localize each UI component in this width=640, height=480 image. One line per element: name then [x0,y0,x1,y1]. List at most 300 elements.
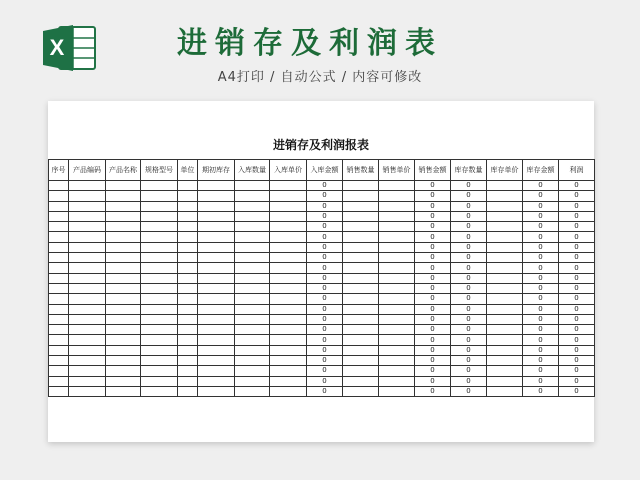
table-cell[interactable] [270,242,307,252]
formula-cell[interactable]: 0 [415,376,451,386]
table-cell[interactable] [198,191,235,201]
table-cell[interactable] [106,283,141,293]
table-cell[interactable] [198,283,235,293]
formula-cell[interactable]: 0 [559,314,595,324]
formula-cell[interactable]: 0 [451,386,487,396]
formula-cell[interactable]: 0 [451,273,487,283]
table-cell[interactable] [235,191,270,201]
table-cell[interactable] [487,304,523,314]
table-cell[interactable] [235,294,270,304]
table-cell[interactable] [106,356,141,366]
formula-cell[interactable]: 0 [559,294,595,304]
table-cell[interactable] [178,356,198,366]
formula-cell[interactable]: 0 [559,181,595,191]
table-cell[interactable] [198,242,235,252]
formula-cell[interactable]: 0 [415,294,451,304]
formula-cell[interactable]: 0 [523,263,559,273]
formula-cell[interactable]: 0 [559,273,595,283]
table-cell[interactable] [270,345,307,355]
formula-cell[interactable]: 0 [415,314,451,324]
formula-cell[interactable]: 0 [523,211,559,221]
formula-cell[interactable]: 0 [307,294,343,304]
formula-cell[interactable]: 0 [451,314,487,324]
table-cell[interactable] [343,366,379,376]
table-cell[interactable] [487,366,523,376]
formula-cell[interactable]: 0 [307,232,343,242]
table-cell[interactable] [106,222,141,232]
formula-cell[interactable]: 0 [307,222,343,232]
table-cell[interactable] [379,345,415,355]
table-cell[interactable] [198,386,235,396]
table-cell[interactable] [141,304,178,314]
table-cell[interactable] [343,376,379,386]
formula-cell[interactable]: 0 [415,283,451,293]
table-cell[interactable] [235,283,270,293]
table-cell[interactable] [69,356,106,366]
table-cell[interactable] [235,263,270,273]
table-cell[interactable] [235,181,270,191]
table-cell[interactable] [106,304,141,314]
formula-cell[interactable]: 0 [523,283,559,293]
table-cell[interactable] [343,325,379,335]
table-cell[interactable] [235,253,270,263]
table-cell[interactable] [198,304,235,314]
table-cell[interactable] [235,222,270,232]
table-cell[interactable] [49,366,69,376]
table-cell[interactable] [270,191,307,201]
table-cell[interactable] [343,356,379,366]
table-cell[interactable] [49,325,69,335]
table-cell[interactable] [141,191,178,201]
table-cell[interactable] [49,345,69,355]
table-cell[interactable] [379,314,415,324]
table-cell[interactable] [49,294,69,304]
table-cell[interactable] [178,335,198,345]
table-cell[interactable] [49,232,69,242]
table-cell[interactable] [106,232,141,242]
formula-cell[interactable]: 0 [451,294,487,304]
table-cell[interactable] [106,376,141,386]
table-cell[interactable] [343,201,379,211]
table-cell[interactable] [178,314,198,324]
formula-cell[interactable]: 0 [559,304,595,314]
table-cell[interactable] [69,366,106,376]
formula-cell[interactable]: 0 [307,283,343,293]
table-cell[interactable] [141,325,178,335]
table-cell[interactable] [343,283,379,293]
table-cell[interactable] [49,253,69,263]
table-cell[interactable] [198,201,235,211]
table-cell[interactable] [343,386,379,396]
table-cell[interactable] [343,232,379,242]
table-cell[interactable] [49,211,69,221]
table-cell[interactable] [343,191,379,201]
table-cell[interactable] [270,335,307,345]
formula-cell[interactable]: 0 [559,232,595,242]
table-cell[interactable] [270,283,307,293]
table-cell[interactable] [178,191,198,201]
table-cell[interactable] [270,356,307,366]
formula-cell[interactable]: 0 [307,201,343,211]
formula-cell[interactable]: 0 [415,232,451,242]
table-cell[interactable] [379,273,415,283]
table-cell[interactable] [487,232,523,242]
table-cell[interactable] [198,232,235,242]
formula-cell[interactable]: 0 [307,211,343,221]
table-cell[interactable] [141,242,178,252]
formula-cell[interactable]: 0 [559,242,595,252]
formula-cell[interactable]: 0 [559,345,595,355]
table-cell[interactable] [69,283,106,293]
formula-cell[interactable]: 0 [451,201,487,211]
table-cell[interactable] [343,222,379,232]
table-cell[interactable] [487,253,523,263]
formula-cell[interactable]: 0 [559,222,595,232]
formula-cell[interactable]: 0 [415,253,451,263]
formula-cell[interactable]: 0 [307,325,343,335]
table-cell[interactable] [178,386,198,396]
table-cell[interactable] [178,376,198,386]
formula-cell[interactable]: 0 [415,356,451,366]
table-cell[interactable] [106,211,141,221]
table-cell[interactable] [141,181,178,191]
table-cell[interactable] [69,273,106,283]
table-cell[interactable] [343,304,379,314]
formula-cell[interactable]: 0 [523,356,559,366]
table-cell[interactable] [379,191,415,201]
formula-cell[interactable]: 0 [523,366,559,376]
table-cell[interactable] [106,253,141,263]
table-cell[interactable] [198,211,235,221]
formula-cell[interactable]: 0 [523,242,559,252]
formula-cell[interactable]: 0 [523,335,559,345]
table-cell[interactable] [379,211,415,221]
table-cell[interactable] [343,242,379,252]
formula-cell[interactable]: 0 [307,304,343,314]
table-cell[interactable] [487,211,523,221]
formula-cell[interactable]: 0 [307,345,343,355]
formula-cell[interactable]: 0 [307,376,343,386]
table-cell[interactable] [235,325,270,335]
table-cell[interactable] [379,294,415,304]
table-cell[interactable] [178,366,198,376]
table-cell[interactable] [198,294,235,304]
table-cell[interactable] [141,366,178,376]
table-cell[interactable] [69,263,106,273]
formula-cell[interactable]: 0 [451,263,487,273]
table-cell[interactable] [379,232,415,242]
formula-cell[interactable]: 0 [523,325,559,335]
table-cell[interactable] [49,191,69,201]
table-cell[interactable] [270,325,307,335]
formula-cell[interactable]: 0 [451,211,487,221]
formula-cell[interactable]: 0 [415,304,451,314]
table-cell[interactable] [106,263,141,273]
table-cell[interactable] [69,232,106,242]
table-cell[interactable] [49,335,69,345]
table-cell[interactable] [49,376,69,386]
table-cell[interactable] [141,345,178,355]
table-cell[interactable] [270,314,307,324]
table-cell[interactable] [379,253,415,263]
table-cell[interactable] [49,181,69,191]
formula-cell[interactable]: 0 [415,263,451,273]
table-cell[interactable] [487,242,523,252]
table-cell[interactable] [106,273,141,283]
table-cell[interactable] [487,345,523,355]
formula-cell[interactable]: 0 [523,304,559,314]
table-cell[interactable] [178,345,198,355]
table-cell[interactable] [198,222,235,232]
formula-cell[interactable]: 0 [451,335,487,345]
formula-cell[interactable]: 0 [415,345,451,355]
table-cell[interactable] [69,376,106,386]
table-cell[interactable] [487,191,523,201]
table-cell[interactable] [178,283,198,293]
table-cell[interactable] [178,304,198,314]
table-cell[interactable] [487,314,523,324]
table-cell[interactable] [141,356,178,366]
formula-cell[interactable]: 0 [523,386,559,396]
formula-cell[interactable]: 0 [559,376,595,386]
table-cell[interactable] [141,222,178,232]
table-cell[interactable] [141,253,178,263]
table-cell[interactable] [69,211,106,221]
formula-cell[interactable]: 0 [451,345,487,355]
formula-cell[interactable]: 0 [559,335,595,345]
table-cell[interactable] [49,263,69,273]
table-cell[interactable] [198,325,235,335]
formula-cell[interactable]: 0 [451,242,487,252]
table-cell[interactable] [379,335,415,345]
table-cell[interactable] [106,191,141,201]
formula-cell[interactable]: 0 [307,242,343,252]
formula-cell[interactable]: 0 [415,335,451,345]
table-cell[interactable] [106,181,141,191]
table-cell[interactable] [69,201,106,211]
table-cell[interactable] [69,304,106,314]
table-cell[interactable] [106,314,141,324]
table-cell[interactable] [270,366,307,376]
table-cell[interactable] [235,345,270,355]
formula-cell[interactable]: 0 [451,222,487,232]
table-cell[interactable] [49,222,69,232]
table-cell[interactable] [106,294,141,304]
table-cell[interactable] [270,181,307,191]
formula-cell[interactable]: 0 [451,366,487,376]
table-cell[interactable] [141,211,178,221]
formula-cell[interactable]: 0 [523,232,559,242]
table-cell[interactable] [270,263,307,273]
table-cell[interactable] [178,242,198,252]
table-cell[interactable] [235,366,270,376]
table-cell[interactable] [178,201,198,211]
formula-cell[interactable]: 0 [415,191,451,201]
table-cell[interactable] [235,201,270,211]
table-cell[interactable] [235,304,270,314]
table-cell[interactable] [69,325,106,335]
table-cell[interactable] [69,345,106,355]
table-cell[interactable] [69,335,106,345]
table-cell[interactable] [343,253,379,263]
table-cell[interactable] [379,283,415,293]
formula-cell[interactable]: 0 [415,211,451,221]
table-cell[interactable] [49,201,69,211]
table-cell[interactable] [487,325,523,335]
formula-cell[interactable]: 0 [559,211,595,221]
table-cell[interactable] [379,263,415,273]
table-cell[interactable] [178,263,198,273]
table-cell[interactable] [270,253,307,263]
formula-cell[interactable]: 0 [307,253,343,263]
formula-cell[interactable]: 0 [559,356,595,366]
formula-cell[interactable]: 0 [415,325,451,335]
formula-cell[interactable]: 0 [523,253,559,263]
table-cell[interactable] [141,386,178,396]
formula-cell[interactable]: 0 [559,191,595,201]
table-cell[interactable] [235,335,270,345]
table-cell[interactable] [69,314,106,324]
table-cell[interactable] [379,304,415,314]
formula-cell[interactable]: 0 [307,273,343,283]
table-cell[interactable] [178,325,198,335]
table-cell[interactable] [106,345,141,355]
table-cell[interactable] [198,314,235,324]
table-cell[interactable] [343,335,379,345]
table-cell[interactable] [487,263,523,273]
formula-cell[interactable]: 0 [307,356,343,366]
formula-cell[interactable]: 0 [559,366,595,376]
table-cell[interactable] [178,181,198,191]
formula-cell[interactable]: 0 [307,366,343,376]
table-cell[interactable] [487,335,523,345]
table-cell[interactable] [343,294,379,304]
table-cell[interactable] [69,294,106,304]
table-cell[interactable] [141,263,178,273]
table-cell[interactable] [343,181,379,191]
formula-cell[interactable]: 0 [415,273,451,283]
table-cell[interactable] [141,335,178,345]
formula-cell[interactable]: 0 [307,181,343,191]
table-cell[interactable] [343,314,379,324]
formula-cell[interactable]: 0 [415,181,451,191]
formula-cell[interactable]: 0 [415,242,451,252]
formula-cell[interactable]: 0 [451,253,487,263]
table-cell[interactable] [49,386,69,396]
table-cell[interactable] [198,273,235,283]
formula-cell[interactable]: 0 [559,263,595,273]
formula-cell[interactable]: 0 [523,294,559,304]
table-cell[interactable] [487,181,523,191]
table-cell[interactable] [69,242,106,252]
formula-cell[interactable]: 0 [523,191,559,201]
formula-cell[interactable]: 0 [559,386,595,396]
table-cell[interactable] [270,211,307,221]
table-cell[interactable] [235,314,270,324]
formula-cell[interactable]: 0 [559,283,595,293]
table-cell[interactable] [343,273,379,283]
table-cell[interactable] [198,366,235,376]
table-cell[interactable] [49,242,69,252]
table-cell[interactable] [270,201,307,211]
table-cell[interactable] [49,314,69,324]
formula-cell[interactable]: 0 [307,335,343,345]
table-cell[interactable] [235,211,270,221]
table-cell[interactable] [379,222,415,232]
table-cell[interactable] [141,376,178,386]
table-cell[interactable] [49,273,69,283]
table-cell[interactable] [487,222,523,232]
table-cell[interactable] [141,283,178,293]
table-cell[interactable] [178,222,198,232]
table-cell[interactable] [487,273,523,283]
table-cell[interactable] [178,294,198,304]
table-cell[interactable] [235,386,270,396]
formula-cell[interactable]: 0 [523,222,559,232]
table-cell[interactable] [487,356,523,366]
table-cell[interactable] [106,325,141,335]
table-cell[interactable] [141,294,178,304]
formula-cell[interactable]: 0 [523,345,559,355]
table-cell[interactable] [198,253,235,263]
formula-cell[interactable]: 0 [451,232,487,242]
table-cell[interactable] [235,376,270,386]
table-cell[interactable] [270,222,307,232]
formula-cell[interactable]: 0 [415,386,451,396]
formula-cell[interactable]: 0 [559,325,595,335]
table-cell[interactable] [178,211,198,221]
formula-cell[interactable]: 0 [559,253,595,263]
table-cell[interactable] [198,335,235,345]
formula-cell[interactable]: 0 [307,386,343,396]
table-cell[interactable] [198,345,235,355]
formula-cell[interactable]: 0 [415,201,451,211]
formula-cell[interactable]: 0 [523,201,559,211]
formula-cell[interactable]: 0 [307,263,343,273]
table-cell[interactable] [69,253,106,263]
table-cell[interactable] [487,201,523,211]
formula-cell[interactable]: 0 [415,222,451,232]
table-cell[interactable] [198,263,235,273]
table-cell[interactable] [487,294,523,304]
formula-cell[interactable]: 0 [451,376,487,386]
table-cell[interactable] [270,376,307,386]
table-cell[interactable] [487,283,523,293]
formula-cell[interactable]: 0 [559,201,595,211]
formula-cell[interactable]: 0 [451,191,487,201]
table-cell[interactable] [198,181,235,191]
table-cell[interactable] [69,181,106,191]
formula-cell[interactable]: 0 [451,325,487,335]
formula-cell[interactable]: 0 [451,181,487,191]
table-cell[interactable] [198,356,235,366]
table-cell[interactable] [487,386,523,396]
formula-cell[interactable]: 0 [451,356,487,366]
table-cell[interactable] [106,201,141,211]
table-cell[interactable] [198,376,235,386]
table-cell[interactable] [69,191,106,201]
table-cell[interactable] [49,304,69,314]
table-cell[interactable] [235,242,270,252]
table-cell[interactable] [343,263,379,273]
table-cell[interactable] [343,345,379,355]
table-cell[interactable] [379,242,415,252]
table-cell[interactable] [270,294,307,304]
table-cell[interactable] [178,232,198,242]
table-cell[interactable] [49,283,69,293]
table-cell[interactable] [106,242,141,252]
formula-cell[interactable]: 0 [307,191,343,201]
